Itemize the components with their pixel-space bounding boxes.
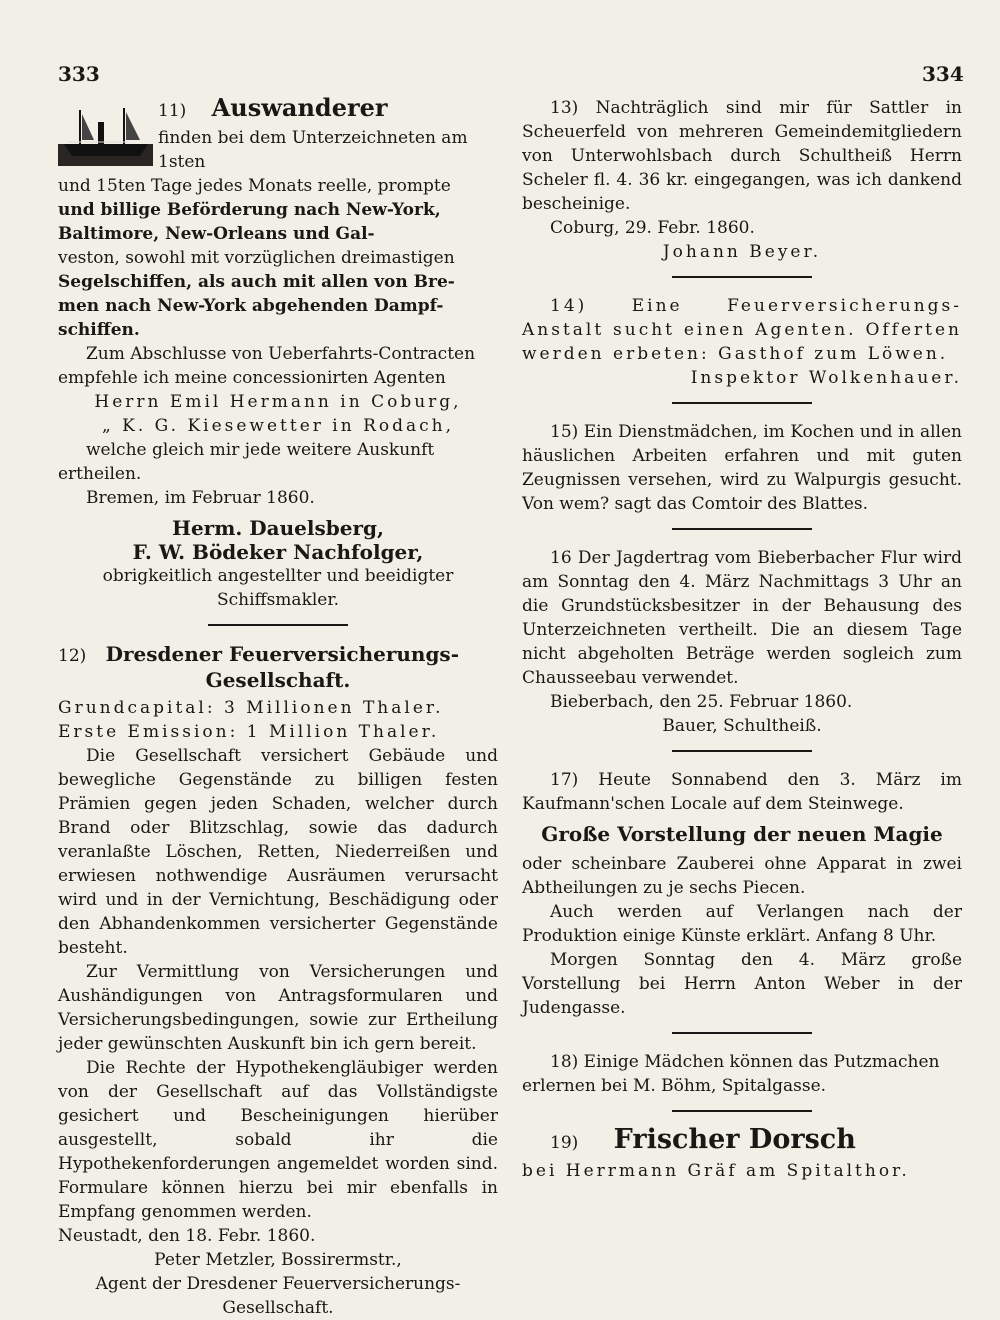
- ad11-number: 11): [158, 101, 187, 121]
- ad12-signature-3: Gesellschaft.: [222, 1298, 334, 1318]
- ad12-emission: Erste Emission: 1 Million Thaler.: [58, 722, 440, 742]
- ad11-line-7: men nach New-York abgehenden Dampf-: [58, 296, 444, 316]
- ad11-signature-name: Herm. Dauelsberg,: [172, 516, 384, 540]
- ad18-text: 18) Einige Mädchen können das Putzmachen erlernen bei M. Böhm, Spitalgasse.: [522, 1052, 940, 1096]
- ad11-heading-line: [158, 93, 498, 126]
- ad12-heading-line: [58, 642, 498, 668]
- ad19-text: bei Herrmann Gräf am Spitalthor.: [522, 1161, 910, 1181]
- ad12-signature-1: Peter Metzler, Bossirermstr.,: [154, 1250, 402, 1270]
- ad12-body-3: Die Rechte der Hypothekengläubiger werden von der Gesellschaft auf das Vollständigste gesichert und Bescheinigungen hierüber ausgestellt, sobald ihr die Hypothekenforderungen angemeldet worden sind. Formulare können hierzu bei mir ebenfalls in Empfang genommen werden.: [58, 1058, 498, 1222]
- ad11-line-4: Baltimore, New-Orleans und Gal-: [58, 224, 375, 244]
- ad11-line-1: finden bei dem Unterzeichneten am 1sten: [158, 128, 468, 172]
- ad12-heading-1: Dresdener Feuerversicherungs-: [105, 642, 459, 666]
- divider: [672, 402, 812, 404]
- divider: [672, 1110, 812, 1112]
- divider: [672, 750, 812, 752]
- ad11-line-3: und billige Beförderung nach New-York,: [58, 200, 441, 220]
- ad11-place-date: Bremen, im Februar 1860.: [86, 488, 315, 508]
- ad11-heading: Auswanderer: [211, 93, 388, 122]
- ad11-contract: Zum Abschlusse von Ueberfahrts-Contracten empfehle ich meine concessionirten Agenten: [58, 344, 476, 388]
- divider: [208, 624, 348, 626]
- ad19-heading-line: [522, 1124, 962, 1155]
- ad12-capital: Grundcapital: 3 Millionen Thaler.: [58, 698, 444, 718]
- ad14-signature: Inspektor Wolkenhauer.: [690, 368, 962, 388]
- divider: [672, 528, 812, 530]
- ad11-line-6: Segelschiffen, als auch mit allen von Bre-: [58, 272, 455, 292]
- ad17-heading: Große Vorstellung der neuen Magie: [541, 822, 943, 846]
- left-column: [58, 93, 498, 1320]
- ad13-date: Coburg, 29. Febr. 1860.: [550, 218, 755, 238]
- ad12-heading-2: Gesellschaft.: [205, 668, 351, 692]
- ad17-body-2: Auch werden auf Verlangen nach der Produktion einige Künste erklärt. Anfang 8 Uhr.: [522, 902, 962, 946]
- ad11-signature-role-2: Schiffsmakler.: [216, 590, 340, 610]
- ad19-heading: Frischer Dorsch: [613, 1124, 856, 1155]
- ad11-signature-role-1: obrigkeitlich angestellter und beeidigter: [102, 566, 454, 586]
- ad12-date: Neustadt, den 18. Febr. 1860.: [58, 1226, 316, 1246]
- ad17-intro: 17) Heute Sonnabend den 3. März im Kaufmann'schen Locale auf dem Steinwege.: [522, 770, 962, 814]
- ad14-text: 14) Eine Feuerversicherungs-Anstalt sucht einen Agenten. Offerten werden erbeten: Gasthof zum Löwen.: [522, 296, 962, 364]
- page-number-right: 334: [922, 62, 964, 86]
- divider: [672, 276, 812, 278]
- ad19-number: 19): [550, 1133, 579, 1153]
- ad17-body-1: oder scheinbare Zauberei ohne Apparat in zwei Abtheilungen zu je sechs Piecen.: [522, 854, 962, 898]
- page-number-left: 333: [58, 62, 100, 86]
- divider: [672, 1032, 812, 1034]
- right-column: [522, 96, 962, 1183]
- ad13-text: 13) Nachträglich sind mir für Sattler in Scheuerfeld von mehreren Gemeindemitgliedern von Unterwohlsbach durch Schultheiß Herrn Scheler fl. 4. 36 kr. eingegangen, was ich dankend bescheinige.: [522, 98, 962, 214]
- ad12-body-2: Zur Vermittlung von Versicherungen und Aushändigungen von Antragsformularen und Versicherungsbedingungen, sowie zur Ertheilung jeder gewünschten Auskunft bin ich gern bereit.: [58, 962, 498, 1054]
- ad15-text: 15) Ein Dienstmädchen, im Kochen und in allen häuslichen Arbeiten erfahren und mit guten Zeugnissen versehen, wird zu Walpurgis gesucht. Von wem? sagt das Comtoir des Blattes.: [522, 422, 962, 514]
- ad16-date: Bieberbach, den 25. Februar 1860.: [550, 692, 853, 712]
- ad12-body-1: Die Gesellschaft versichert Gebäude und bewegliche Gegenstände zu billigen festen Prämien gegen jeden Schaden, welcher durch Brand oder Blitzschlag, sowie das dadurch veranlaßte Löschen, Retten, Niederreißen und erwiesen nothwendige Ausräumen verursacht wird und in der Vernichtung, Beschädigung oder den Abhandenkommen versicherter Gegenstände besteht.: [58, 746, 498, 958]
- ad11-info: welche gleich mir jede weitere Auskunft ertheilen.: [58, 440, 435, 484]
- ad11-agent-2: „ K. G. Kiesewetter in Rodach,: [101, 416, 455, 436]
- ad11-line-2: und 15ten Tage jedes Monats reelle, prompte: [58, 176, 451, 196]
- ad11-line-8: schiffen.: [58, 320, 140, 340]
- ad11-signature-firm: F. W. Bödeker Nachfolger,: [132, 540, 424, 564]
- ad12-signature-2: Agent der Dresdener Feuerversicherungs-: [95, 1274, 461, 1294]
- ad13-signature: Johann Beyer.: [662, 242, 822, 262]
- ad11-agent-1: Herrn Emil Hermann in Coburg,: [94, 392, 462, 412]
- ad17-body-3: Morgen Sonntag den 4. März große Vorstellung bei Herrn Anton Weber in der Judengasse.: [522, 950, 962, 1018]
- ad11-line-5: veston, sowohl mit vorzüglichen dreimastigen: [58, 248, 455, 268]
- ad16-text: 16 Der Jagdertrag vom Bieberbacher Flur wird am Sonntag den 4. März Nachmittags 3 Uhr an die Grundstücksbesitzer in der Behausung des Unterzeichneten vertheilt. Die an diesem Tage nicht abgeholten Beträge werden sogleich zum Chausseebau verwendet.: [522, 548, 962, 688]
- ad12-number: 12): [58, 646, 87, 666]
- ad16-signature: Bauer, Schultheiß.: [662, 716, 822, 736]
